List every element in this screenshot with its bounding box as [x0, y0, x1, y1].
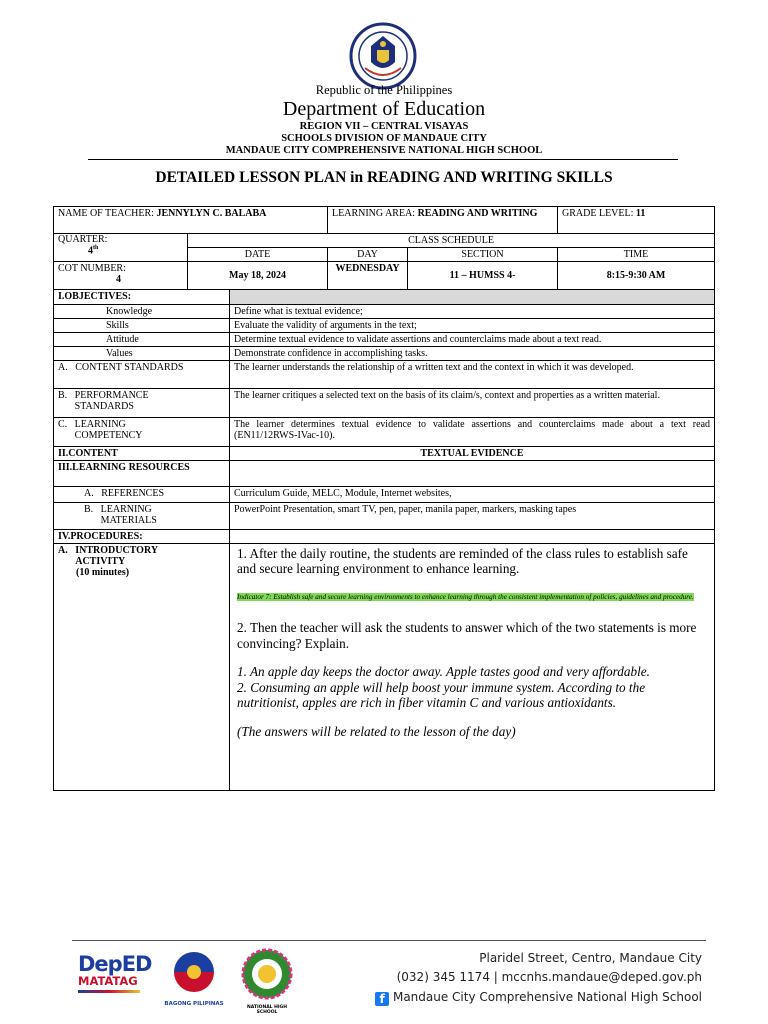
- objective-text: Determine textual evidence to validate assertions and counterclaims made about a text read.: [230, 333, 715, 347]
- introductory-activity-label: A. INTRODUCTORY ACTIVITY (10 minutes): [54, 544, 230, 791]
- day-value: WEDNESDAY: [328, 262, 408, 290]
- resources-heading: III.LEARNING RESOURCES: [54, 461, 230, 487]
- footer-contact: (032) 345 1174 | mccnhs.mandaue@deped.gov.ph: [396, 970, 702, 984]
- activity-duration: (10 minutes): [76, 567, 130, 578]
- deped-seal-logo: [349, 22, 417, 90]
- references-label: A. REFERENCES: [54, 487, 230, 503]
- content-standards-text: The learner understands the relationship of a written text and the context in which it was developed.: [230, 361, 715, 389]
- learning-competency-label: C. LEARNING COMPETENCY: [54, 418, 230, 447]
- objectives-heading-fill: [230, 290, 715, 305]
- materials-label: B. LEARNING MATERIALS: [54, 503, 230, 530]
- time-value: 8:15-9:30 AM: [558, 262, 715, 290]
- learning-competency-text: The learner determines textual evidence to validate assertions and counterclaims made about a text read (EN11/12RWS-IVac-10).: [230, 418, 715, 447]
- procedures-heading: IV.PROCEDURES:: [54, 530, 230, 544]
- objective-text: Demonstrate confidence in accomplishing tasks.: [230, 347, 715, 361]
- department-line: Department of Education: [282, 98, 486, 120]
- quarter-cell: QUARTER: 4th: [54, 234, 188, 262]
- introductory-activity-body: [230, 544, 715, 791]
- step-1: 1. After the daily routine, the students are reminded of the class rules to establish safe and secure learning environment to enhance learning.: [237, 546, 688, 577]
- indicator-highlight: Indicator 7: Establish safe and secure learning environments to enhance learning through the consistent implementation of policies, guidelines and procedure.: [237, 592, 694, 601]
- class-schedule-header: CLASS SCHEDULE: [188, 234, 715, 248]
- learning-area-cell: LEARNING AREA: READING AND WRITING: [328, 207, 558, 234]
- header-divider: [88, 159, 678, 160]
- content-label: II.CONTENT: [54, 447, 230, 461]
- objective-text: Evaluate the validity of arguments in the text;: [230, 319, 715, 333]
- lesson-plan-table: [53, 206, 715, 791]
- bagong-pilipinas-logo: BAGONG PILIPINAS: [158, 950, 230, 1008]
- materials-value: PowerPoint Presentation, smart TV, pen, paper, manila paper, markers, masking tapes: [230, 503, 715, 530]
- objective-label: Attitude: [54, 333, 230, 347]
- performance-standards-text: The learner critiques a selected text on the basis of its claim/s, context and properties as a written material.: [230, 389, 715, 418]
- date-value: May 18, 2024: [188, 262, 328, 290]
- school-logo: NATIONAL HIGH SCHOOL: [238, 948, 296, 1010]
- school-line: MANDAUE CITY COMPREHENSIVE NATIONAL HIGH SCHOOL: [225, 145, 543, 156]
- division-line: SCHOOLS DIVISION OF MANDAUE CITY: [281, 133, 487, 144]
- objective-text: Define what is textual evidence;: [230, 305, 715, 319]
- footer-address: Plaridel Street, Centro, Mandaue City: [479, 951, 702, 965]
- day-header: DAY: [328, 248, 408, 262]
- objective-label: Skills: [54, 319, 230, 333]
- objective-label: Values: [54, 347, 230, 361]
- resources-heading-blank: [230, 461, 715, 487]
- document-title: DETAILED LESSON PLAN in READING AND WRITING SKILLS: [155, 169, 613, 186]
- time-header: TIME: [558, 248, 715, 262]
- grade-level-cell: GRADE LEVEL: 11: [558, 207, 715, 234]
- objective-label: Knowledge: [54, 305, 230, 319]
- step-2: 2. Then the teacher will ask the students to answer which of the two statements is more convincing? Explain.: [237, 620, 697, 651]
- facebook-page-name: Mandaue City Comprehensive National High School: [392, 990, 702, 1004]
- statement-1: 1. An apple day keeps the doctor away. Apple tastes good and very affordable.: [237, 664, 650, 680]
- teacher-cell: NAME OF TEACHER: JENNYLYN C. BALABA: [54, 207, 328, 234]
- date-header: DATE: [188, 248, 328, 262]
- content-standards-label: A. CONTENT STANDARDS: [54, 361, 230, 389]
- footer-facebook: [375, 990, 702, 1006]
- section-value: 11 – HUMSS 4-: [408, 262, 558, 290]
- performance-standards-label: B. PERFORMANCE STANDARDS: [54, 389, 230, 418]
- procedures-heading-blank: [230, 530, 715, 544]
- facebook-icon: f: [375, 992, 389, 1006]
- footer-divider: [72, 940, 706, 941]
- content-value: TEXTUAL EVIDENCE: [230, 447, 715, 461]
- region-line: REGION VII – CENTRAL VISAYAS: [299, 121, 469, 132]
- section-header: SECTION: [408, 248, 558, 262]
- deped-matatag-logo: DepED MATATAG: [78, 953, 148, 1003]
- references-value: Curriculum Guide, MELC, Module, Internet websites,: [230, 487, 715, 503]
- republic-line: Republic of the Philippines: [315, 83, 453, 97]
- answer-note: (The answers will be related to the lesson of the day): [237, 723, 516, 739]
- cot-cell: COT NUMBER: 4: [54, 262, 188, 290]
- objectives-heading: I.OBJECTIVES:: [54, 290, 230, 305]
- statement-2: 2. Consuming an apple will help boost your immune system. According to the nutritionist, apples are rich in fiber vitamin C and various antioxidants.: [237, 679, 646, 711]
